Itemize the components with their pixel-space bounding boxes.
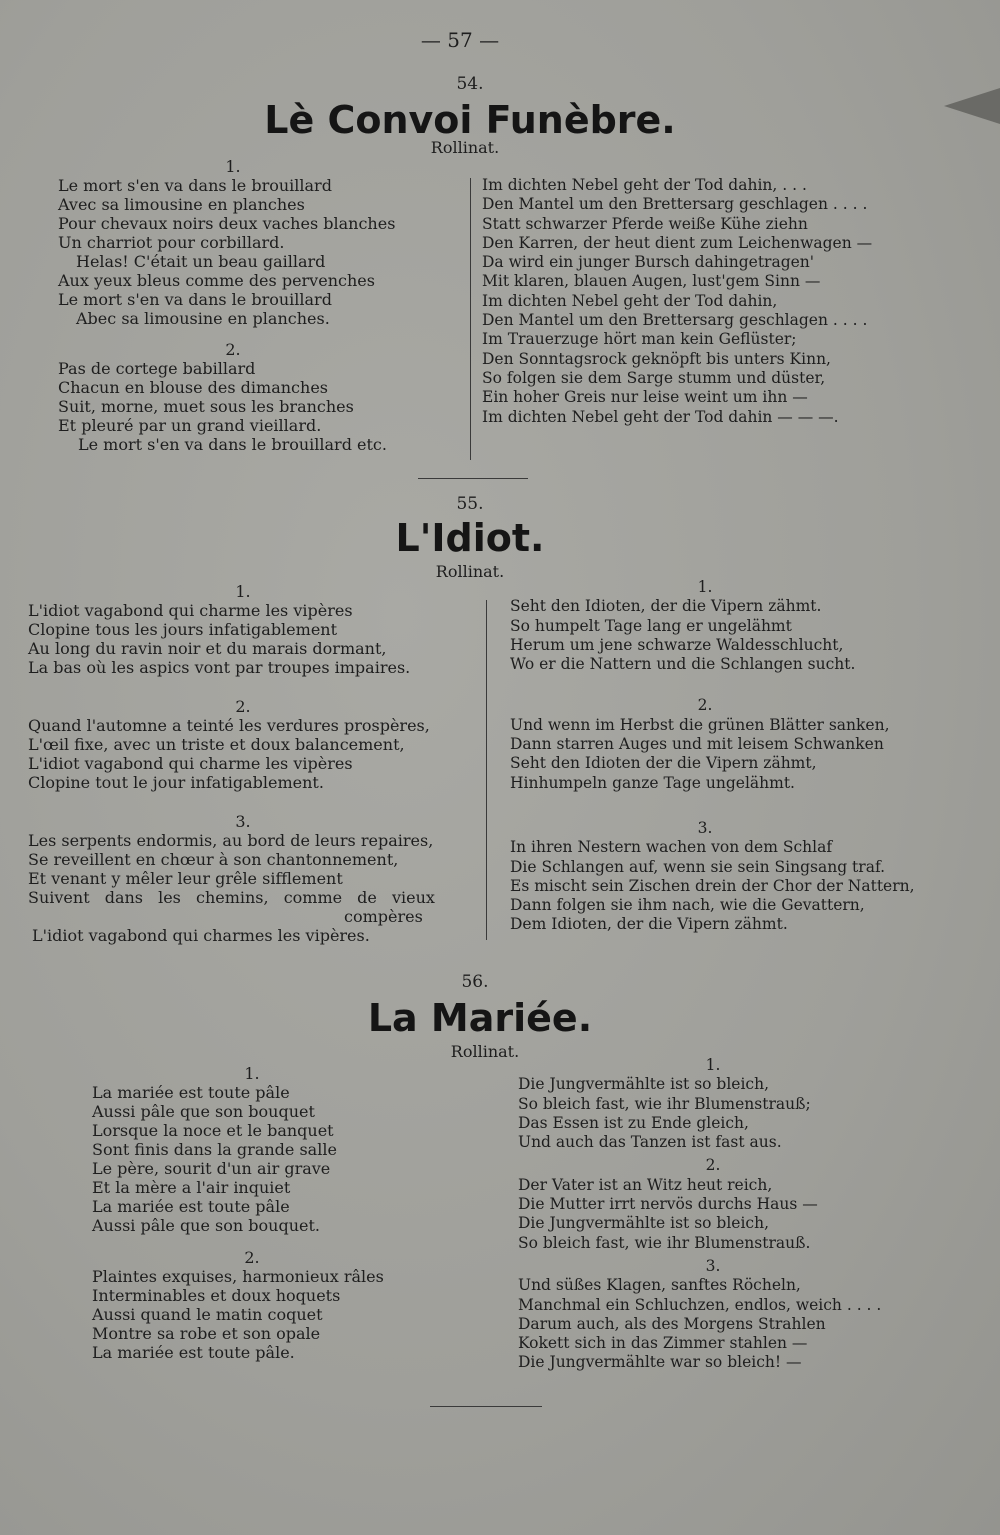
french-text bbox=[28, 582, 478, 945]
verse-line: Clopine tous les jours infatigablement bbox=[28, 620, 338, 639]
verse-line: Die Jungvermählte ist so bleich, bbox=[518, 1214, 770, 1233]
verse-line: Und auch das Tanzen ist fast aus. bbox=[518, 1133, 782, 1152]
verse-line: Suit, morne, muet sous les branches bbox=[58, 397, 354, 416]
verse-line: Das Essen ist zu Ende gleich, bbox=[518, 1113, 749, 1132]
verse-line: In ihren Nestern wachen von dem Schlaf bbox=[510, 838, 833, 857]
verse-line: Clopine tout le jour infatigablement. bbox=[28, 773, 324, 792]
verse-line: Lorsque la noce et le banquet bbox=[92, 1121, 334, 1140]
stanza-number: 2. bbox=[235, 697, 251, 716]
song-number: 54. bbox=[456, 74, 484, 94]
verse-line: Le père, sourit d'un air grave bbox=[92, 1159, 331, 1178]
verse-line: Aux yeux bleus comme des pervenches bbox=[58, 271, 375, 290]
stanza-number: 3. bbox=[235, 812, 251, 831]
verse-line: Die Jungvermählte ist so bleich, bbox=[518, 1075, 770, 1094]
verse-line: Hinhumpeln ganze Tage ungelähmt. bbox=[510, 773, 795, 792]
verse-line: La mariée est toute pâle. bbox=[92, 1343, 295, 1362]
verse-line: Aussi quand le matin coquet bbox=[92, 1305, 323, 1324]
verse-line: Sont finis dans la grande salle bbox=[92, 1140, 337, 1159]
verse-line: Montre sa robe et son opale bbox=[92, 1324, 321, 1343]
german-text bbox=[482, 176, 962, 427]
verse-line: Avec sa limousine en planches bbox=[58, 195, 305, 214]
verse-line: Die Schlangen auf, wenn sie sein Singsang traf. bbox=[510, 857, 886, 876]
verse-line: Der Vater ist an Witz heut reich, bbox=[518, 1175, 773, 1194]
verse-line: Le mort s'en va dans le brouillard bbox=[58, 290, 332, 309]
verse-line: La bas où les aspics vont par troupes impaires. bbox=[28, 658, 411, 677]
verse-line: Helas! C'était un beau gaillard bbox=[76, 252, 326, 271]
verse-line: Darum auch, als des Morgens Strahlen bbox=[518, 1314, 826, 1333]
verse-line: Aussi pâle que son bouquet. bbox=[92, 1216, 320, 1235]
verse-line: Et venant y mêler leur grêle sifflement bbox=[28, 869, 343, 888]
verse-line: Quand l'automne a teinté les verdures prospères, bbox=[28, 716, 430, 735]
verse-line: Herum um jene schwarze Waldesschlucht, bbox=[510, 635, 844, 654]
verse-line: Kokett sich in das Zimmer stahlen — bbox=[518, 1334, 808, 1353]
verse-line: Seht den Idioten der die Vipern zähmt, bbox=[510, 754, 817, 773]
verse-line: Abec sa limousine en planches. bbox=[76, 309, 330, 328]
stanza-number: 3. bbox=[705, 1256, 721, 1275]
verse-line: Et la mère a l'air inquiet bbox=[92, 1178, 291, 1197]
verse-line: Den Karren, der heut dient zum Leichenwagen — bbox=[482, 233, 873, 252]
song-author: Rollinat. bbox=[450, 1042, 520, 1061]
section-separator bbox=[418, 478, 528, 479]
verse-line: Im Trauerzuge hört man kein Geflüster; bbox=[482, 330, 797, 349]
verse-line: L'idiot vagabond qui charme les vipères bbox=[28, 754, 353, 773]
stanza-number: 1. bbox=[697, 578, 713, 596]
song-number: 55. bbox=[456, 494, 484, 514]
verse-line: L'idiot vagabond qui charme les vipères bbox=[28, 601, 353, 620]
verse-line: Statt schwarzer Pferde weiße Kühe ziehn bbox=[482, 214, 808, 233]
verse-line: Plaintes exquises, harmonieux râles bbox=[92, 1267, 384, 1286]
verse-line: Seht den Idioten, der die Vipern zähmt. bbox=[510, 597, 822, 616]
verse-line: Da wird ein junger Bursch dahingetragen' bbox=[482, 253, 815, 272]
column-divider bbox=[470, 178, 471, 460]
verse-line: Interminables et doux hoquets bbox=[92, 1286, 341, 1305]
verse-line: Au long du ravin noir et du marais dormant, bbox=[28, 639, 387, 658]
verse-line: Se reveillent en chœur à son chantonnement, bbox=[28, 850, 399, 869]
french-text bbox=[92, 1064, 472, 1362]
page-number: — 57 — bbox=[420, 28, 500, 52]
verse-line: L'œil fixe, avec un triste et doux balancement, bbox=[28, 735, 405, 754]
french-text bbox=[58, 157, 458, 454]
verse-line: Les serpents endormis, au bord de leurs repaires, bbox=[28, 831, 434, 850]
verse-line: Den Mantel um den Brettersarg geschlagen . . . . bbox=[482, 195, 868, 214]
stanza-number: 2. bbox=[697, 696, 713, 715]
verse-line: So bleich fast, wie ihr Blumenstrauß; bbox=[518, 1094, 811, 1113]
verse-line: Aussi pâle que son bouquet bbox=[92, 1102, 315, 1121]
stanza-number: 1. bbox=[235, 582, 251, 601]
verse-line: So humpelt Tage lang er ungelähmt bbox=[510, 616, 792, 635]
verse-line: Es mischt sein Zischen drein der Chor der Nattern, bbox=[510, 876, 915, 895]
verse-line: Den Mantel um den Brettersarg geschlagen . . . . bbox=[482, 311, 868, 330]
verse-line: Und wenn im Herbst die grünen Blätter sanken, bbox=[510, 715, 890, 734]
verse-line: Wo er die Nattern und die Schlangen sucht. bbox=[510, 655, 856, 674]
verse-line: Le mort s'en va dans le brouillard etc. bbox=[78, 435, 387, 454]
verse-line: Ein hoher Greis nur leise weint um ihn — bbox=[482, 388, 808, 407]
verse-line: Im dichten Nebel geht der Tod dahin, . . . bbox=[482, 176, 807, 194]
verse-line: Pas de cortege babillard bbox=[58, 359, 256, 378]
stanza-number: 1. bbox=[225, 157, 241, 176]
stanza-number: 1. bbox=[705, 1056, 721, 1074]
song-title: La Mariée. bbox=[367, 996, 593, 1040]
verse-line: Und süßes Klagen, sanftes Röcheln, bbox=[518, 1276, 801, 1295]
verse-line: Dann starren Auges und mit leisem Schwanken bbox=[510, 735, 884, 754]
verse-line: Dann folgen sie ihm nach, wie die Gevattern, bbox=[510, 896, 865, 915]
verse-line: La mariée est toute pâle bbox=[92, 1197, 290, 1216]
verse-line: Den Sonntagsrock geknöpft bis unters Kinn, bbox=[482, 349, 831, 368]
verse-line: Im dichten Nebel geht der Tod dahin, bbox=[482, 291, 778, 310]
song-author: Rollinat. bbox=[430, 138, 500, 157]
verse-line: Die Mutter irrt nervös durchs Haus — bbox=[518, 1195, 818, 1214]
stanza-number: 2. bbox=[705, 1156, 721, 1175]
song-title: L'Idiot. bbox=[395, 516, 545, 560]
verse-line: Mit klaren, blauen Augen, lust'gem Sinn — bbox=[482, 272, 821, 291]
verse-line: Le mort s'en va dans le brouillard bbox=[58, 176, 332, 195]
german-text bbox=[510, 578, 970, 935]
section-separator bbox=[430, 1406, 542, 1407]
german-text bbox=[518, 1056, 958, 1373]
page-corner-shadow bbox=[944, 88, 1000, 124]
verse-line: compères bbox=[344, 907, 423, 926]
song-title: Lè Convoi Funèbre. bbox=[264, 98, 676, 142]
verse-line: Im dichten Nebel geht der Tod dahin — — —. bbox=[482, 407, 839, 426]
stanza-number: 2. bbox=[225, 340, 241, 359]
verse-line: L'idiot vagabond qui charmes les vipères. bbox=[32, 926, 370, 945]
stanza-number: 1. bbox=[244, 1064, 260, 1083]
verse-line: Manchmal ein Schluchzen, endlos, weich . . . . bbox=[518, 1295, 882, 1314]
verse-line: Die Jungvermählte war so bleich! — bbox=[518, 1353, 802, 1372]
song-author: Rollinat. bbox=[435, 562, 505, 581]
column-divider bbox=[486, 600, 487, 940]
verse-line: Dem Idioten, der die Vipern zähmt. bbox=[510, 915, 788, 934]
verse-line: La mariée est toute pâle bbox=[92, 1083, 290, 1102]
verse-line: Chacun en blouse des dimanches bbox=[58, 378, 328, 397]
stanza-number: 2. bbox=[244, 1248, 260, 1267]
verse-line: Et pleuré par un grand vieillard. bbox=[58, 416, 322, 435]
verse-line: Suivent dans les chemins, comme de vieux bbox=[28, 888, 435, 907]
stanza-number: 3. bbox=[697, 818, 713, 837]
verse-line: Un charriot pour corbillard. bbox=[58, 233, 285, 252]
song-number: 56. bbox=[461, 972, 489, 992]
verse-line: Pour chevaux noirs deux vaches blanches bbox=[58, 214, 396, 233]
verse-line: So folgen sie dem Sarge stumm und düster, bbox=[482, 368, 826, 387]
verse-line: So bleich fast, wie ihr Blumenstrauß. bbox=[518, 1233, 811, 1252]
